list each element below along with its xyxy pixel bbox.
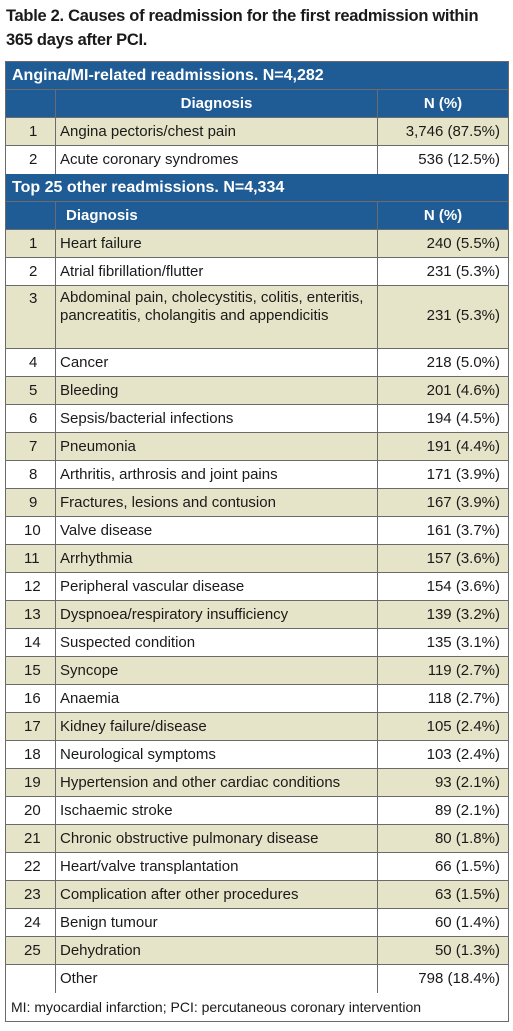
row-diagnosis: Acute coronary syndromes <box>56 146 378 174</box>
readmission-table <box>5 61 509 1022</box>
row-diagnosis: Suspected condition <box>56 629 378 656</box>
section-2-title: Top 25 other readmissions. N=4,334 <box>6 174 508 202</box>
table-row <box>6 286 508 349</box>
table-row <box>6 545 508 573</box>
row-count-percent: 139 (3.2%) <box>426 606 500 623</box>
section-1-column-header <box>6 90 508 118</box>
table-row <box>6 601 508 629</box>
row-count-percent: 231 (5.3%) <box>426 263 500 280</box>
row-diagnosis: Dyspnoea/respiratory insufficiency <box>56 601 378 628</box>
table-row <box>6 797 508 825</box>
column-header-number <box>6 90 56 117</box>
row-number: 5 <box>6 377 56 404</box>
table-row <box>6 230 508 258</box>
row-number: 11 <box>6 545 56 572</box>
row-count-percent: 240 (5.5%) <box>426 235 500 252</box>
row-number: 6 <box>6 405 56 432</box>
row-number: 2 <box>6 146 56 174</box>
table-row <box>6 258 508 286</box>
column-header-number <box>6 202 56 229</box>
column-header-diagnosis: Diagnosis <box>56 202 378 229</box>
row-diagnosis: Sepsis/bacterial infections <box>56 405 378 432</box>
table-caption: Table 2. Causes of readmission for the first readmission within 365 days after PCI. <box>6 7 479 49</box>
column-header-n: N (%) <box>423 207 463 224</box>
row-number: 20 <box>6 797 56 824</box>
row-count-percent: 231 (5.3%) <box>426 307 500 324</box>
section-2-column-header <box>6 202 508 230</box>
row-diagnosis: Bleeding <box>56 377 378 404</box>
table-row <box>6 349 508 377</box>
row-number: 13 <box>6 601 56 628</box>
table-row <box>6 146 508 174</box>
row-diagnosis: Ischaemic stroke <box>56 797 378 824</box>
table-row <box>6 657 508 685</box>
table-row <box>6 741 508 769</box>
row-number: 8 <box>6 461 56 488</box>
table-row <box>6 853 508 881</box>
row-count-percent: 103 (2.4%) <box>426 746 500 763</box>
table-row <box>6 909 508 937</box>
row-count-percent: 3,746 (87.5%) <box>405 123 500 140</box>
row-diagnosis: Heart/valve transplantation <box>56 853 378 880</box>
row-count-percent: 119 (2.7%) <box>427 662 500 679</box>
row-diagnosis: Arthritis, arthrosis and joint pains <box>56 461 378 488</box>
row-number: 25 <box>6 937 56 964</box>
row-diagnosis: Atrial fibrillation/flutter <box>56 258 378 285</box>
row-number: 12 <box>6 573 56 600</box>
table-row <box>6 489 508 517</box>
row-diagnosis: Complication after other procedures <box>56 881 378 908</box>
table-row <box>6 573 508 601</box>
table-footnote: MI: myocardial infarction; PCI: percutaneous coronary intervention <box>6 993 508 1021</box>
row-diagnosis: Cancer <box>56 349 378 376</box>
section-1-rows <box>6 118 508 174</box>
table-row <box>6 517 508 545</box>
table-row <box>6 118 508 146</box>
row-number: 23 <box>6 881 56 908</box>
row-count-percent: 157 (3.6%) <box>426 550 500 567</box>
row-diagnosis: Valve disease <box>56 517 378 544</box>
table-row <box>6 461 508 489</box>
row-count-percent: 66 (1.5%) <box>434 858 500 875</box>
row-number <box>6 965 56 993</box>
row-count-percent: 154 (3.6%) <box>426 578 500 595</box>
row-diagnosis: Dehydration <box>56 937 378 964</box>
row-count-percent: 536 (12.5%) <box>418 151 500 168</box>
table-row <box>6 685 508 713</box>
row-count-percent: 191 (4.4%) <box>426 438 500 455</box>
column-header-diagnosis: Diagnosis <box>56 90 378 117</box>
row-number: 10 <box>6 517 56 544</box>
row-diagnosis: Chronic obstructive pulmonary disease <box>56 825 378 852</box>
row-diagnosis: Abdominal pain, cholecystitis, colitis, enteritis, pancreatitis, cholangitis and appendicitis <box>56 286 378 348</box>
row-number: 7 <box>6 433 56 460</box>
table-row <box>6 965 508 993</box>
row-count-percent: 135 (3.1%) <box>426 634 500 651</box>
row-number: 2 <box>6 258 56 285</box>
row-number: 14 <box>6 629 56 656</box>
row-count-percent: 201 (4.6%) <box>426 382 500 399</box>
row-count-percent: 218 (5.0%) <box>426 354 500 371</box>
column-header-n: N (%) <box>423 95 463 112</box>
table-row <box>6 629 508 657</box>
row-count-percent: 60 (1.4%) <box>434 914 500 931</box>
row-number: 16 <box>6 685 56 712</box>
row-count-percent: 93 (2.1%) <box>434 774 500 791</box>
table-row <box>6 433 508 461</box>
row-number: 9 <box>6 489 56 516</box>
row-count-percent: 161 (3.7%) <box>426 522 500 539</box>
table-row <box>6 713 508 741</box>
row-number: 24 <box>6 909 56 936</box>
row-number: 21 <box>6 825 56 852</box>
row-count-percent: 50 (1.3%) <box>434 942 500 959</box>
row-diagnosis: Syncope <box>56 657 378 684</box>
table-row <box>6 937 508 965</box>
row-number: 3 <box>6 286 56 348</box>
row-count-percent: 194 (4.5%) <box>426 410 500 427</box>
table-row <box>6 405 508 433</box>
row-count-percent: 80 (1.8%) <box>434 830 500 847</box>
row-diagnosis: Heart failure <box>56 230 378 257</box>
row-diagnosis: Benign tumour <box>56 909 378 936</box>
row-diagnosis: Pneumonia <box>56 433 378 460</box>
table-row <box>6 377 508 405</box>
row-number: 1 <box>6 118 56 145</box>
row-count-percent: 171 (3.9%) <box>426 466 500 483</box>
row-number: 4 <box>6 349 56 376</box>
row-diagnosis: Peripheral vascular disease <box>56 573 378 600</box>
row-count-percent: 105 (2.4%) <box>426 718 500 735</box>
row-number: 22 <box>6 853 56 880</box>
row-diagnosis: Hypertension and other cardiac conditions <box>56 769 378 796</box>
section-1-title: Angina/MI-related readmissions. N=4,282 <box>6 62 508 90</box>
row-count-percent: 89 (2.1%) <box>434 802 500 819</box>
row-diagnosis: Angina pectoris/chest pain <box>56 118 378 145</box>
row-diagnosis: Arrhythmia <box>56 545 378 572</box>
row-number: 1 <box>6 230 56 257</box>
row-count-percent: 63 (1.5%) <box>434 886 500 903</box>
row-diagnosis: Anaemia <box>56 685 378 712</box>
row-diagnosis: Other <box>56 965 378 993</box>
row-number: 17 <box>6 713 56 740</box>
row-count-percent: 118 (2.7%) <box>427 690 500 707</box>
row-diagnosis: Kidney failure/disease <box>56 713 378 740</box>
section-2-rows <box>6 230 508 993</box>
table-row <box>6 825 508 853</box>
row-count-percent: 167 (3.9%) <box>426 494 500 511</box>
row-number: 15 <box>6 657 56 684</box>
row-number: 19 <box>6 769 56 796</box>
row-number: 18 <box>6 741 56 768</box>
row-diagnosis: Fractures, lesions and contusion <box>56 489 378 516</box>
table-row <box>6 881 508 909</box>
row-count-percent: 798 (18.4%) <box>418 970 500 987</box>
table-row <box>6 769 508 797</box>
row-diagnosis: Neurological symptoms <box>56 741 378 768</box>
